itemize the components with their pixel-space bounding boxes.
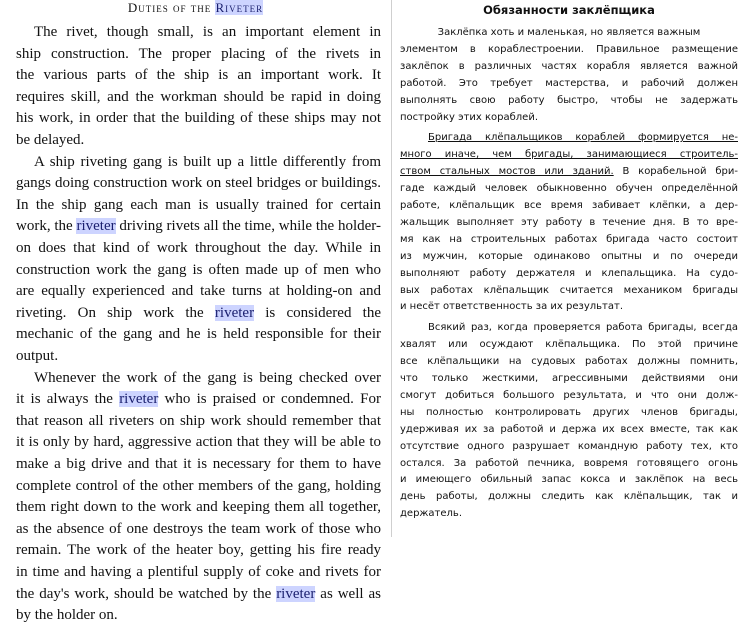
english-line-text: as well as — [315, 585, 381, 602]
english-line-text: output. — [16, 348, 59, 364]
russian-line-text: заклёпок в различных частях корабля является важной — [400, 60, 738, 72]
russian-line — [428, 129, 738, 147]
russian-line-text: работой. Это требует мастерства, и рабочий должен — [400, 77, 738, 89]
russian-line-text: мя как на строительных работах бригада часто состоит — [400, 233, 738, 245]
russian-line — [400, 146, 738, 164]
english-line-text: Whenever the work of the gang is being checked over — [34, 369, 381, 386]
russian-page — [391, 0, 745, 537]
russian-line-text: В корабельной бри- — [613, 166, 738, 178]
russian-line — [400, 231, 738, 249]
english-line — [16, 454, 381, 475]
english-line-text: on does that kind of work throughout the day. While in — [16, 240, 381, 256]
english-line-text: gangs doing construction work on steel bridges or buildings. — [16, 175, 381, 192]
russian-line-text: остался. За работой печника, вовремя готовящего огонь — [400, 457, 738, 469]
russian-line-text: постройку этих кораблей. — [400, 111, 539, 123]
russian-line-text: удерживая их за работой и держа их всех вместе, так как — [400, 423, 738, 435]
riveter-highlight: riveter — [276, 585, 316, 602]
riveter-highlight: riveter — [214, 304, 255, 321]
english-line — [16, 497, 381, 518]
english-line-text: in time and having a plentiful supply of coke and rivets for — [16, 564, 381, 580]
russian-line-text: день работы, должны следить как клёпальщик, так и — [400, 491, 738, 503]
english-title-highlight: Riveter — [215, 0, 264, 15]
english-line-text: be delayed. — [16, 132, 85, 148]
english-line-text: are equally experienced and take turns at holding-on and — [16, 283, 381, 300]
english-line — [16, 87, 381, 108]
english-line — [16, 303, 381, 324]
russian-line — [400, 163, 738, 181]
english-line-text: by the holder on. — [16, 607, 118, 624]
english-line — [16, 108, 381, 129]
english-line-text: is considered the — [254, 304, 381, 321]
russian-line — [400, 180, 738, 198]
english-line — [16, 130, 381, 151]
english-line — [16, 411, 381, 432]
riveter-highlight: riveter — [76, 218, 116, 235]
english-line-text: ship construction. The proper placing of the rivets in — [16, 45, 381, 62]
russian-line-text: элементом в кораблестроении. Правильное размещение — [400, 43, 738, 55]
russian-line — [400, 421, 738, 439]
english-line-text: mechanic of the gang and he is held responsible for their — [16, 326, 381, 343]
russian-line-text: и имеющего обильный запас кокса и заклёпок на весь — [400, 474, 738, 486]
russian-line — [400, 197, 738, 215]
english-line-text: remain. The work of the heater boy, getting his fire ready — [16, 542, 381, 559]
russian-line-text: Бригада клёпальщиков кораблей формируется не- — [428, 132, 738, 144]
russian-line-text: и несёт ответственность за их результат. — [400, 301, 623, 313]
english-line — [16, 195, 381, 216]
russian-line-text: ством стальных мостов или зданий. — [400, 166, 614, 178]
russian-line — [400, 387, 738, 405]
russian-line — [400, 455, 738, 473]
russian-line-text: выполнять свою работу быстро, чтобы не задержать — [400, 94, 738, 106]
english-title-prefix: Duties of the — [127, 0, 212, 15]
russian-line — [400, 370, 738, 388]
russian-line — [400, 298, 738, 316]
russian-line — [400, 471, 738, 489]
russian-line — [428, 319, 738, 337]
russian-title: Обязанности заклёпщика — [483, 3, 655, 17]
english-line-text: the day's work, should be watched by the — [16, 585, 277, 602]
russian-line — [400, 214, 738, 232]
russian-line — [400, 438, 738, 456]
english-line-text: make a big drive and that it is necessary for them to have — [16, 456, 381, 472]
english-line — [16, 281, 381, 302]
russian-line-text: работе, клёпальщик все время забивает клёпки, а дер- — [400, 200, 738, 211]
english-line — [16, 389, 381, 410]
russian-line-text: Заклёпка хоть и маленькая, но является важным — [437, 27, 701, 38]
russian-line-text: много иначе, чем бригады, занимающиеся строитель- — [400, 149, 738, 161]
russian-line-text: что только жесткими, агрессивными действиями они — [400, 373, 738, 384]
english-line-text: The rivet, though small, is an important element in — [34, 24, 381, 40]
english-line — [16, 432, 381, 453]
english-line-text: who is praised or condemned. For — [158, 391, 381, 408]
english-line — [34, 22, 381, 43]
english-line — [16, 476, 381, 497]
russian-line-text: Всякий раз, когда проверяется работа бригады, всегда — [428, 322, 738, 334]
russian-line — [400, 505, 738, 523]
english-line — [16, 540, 381, 561]
english-line — [16, 519, 381, 540]
russian-line — [400, 282, 738, 300]
english-line — [16, 65, 381, 86]
russian-line-text: хвалят или осуждают клёпальщика. По этой причине — [400, 339, 738, 351]
english-line-text: work, the — [16, 218, 77, 235]
english-line-text: complete control of the other members of the gang, holding — [16, 477, 381, 494]
russian-line-text: все клёпальщики на судовых работах должны помнить, — [400, 356, 738, 368]
russian-line — [400, 109, 738, 127]
english-line-text: the various parts of the ship is an important work. It — [16, 67, 381, 84]
english-line — [16, 605, 381, 626]
english-line — [16, 216, 381, 237]
russian-line-text: из мужчин, которые одинаково опытны и по очереди — [400, 250, 738, 262]
english-line-text: riveting. On ship work the — [16, 304, 215, 321]
russian-line — [400, 353, 738, 371]
russian-line — [400, 24, 738, 42]
english-line — [16, 346, 381, 367]
english-line — [16, 238, 381, 259]
russian-line — [400, 75, 738, 93]
english-line-text: A ship riveting gang is built up a little differently from — [34, 153, 381, 170]
russian-line-text: жальщик выполняет эту работу в течение дня. В то вре- — [400, 216, 738, 228]
russian-line-text: отсутствие одного разрушает командную работу тех, кто — [400, 440, 738, 452]
english-line-text: In the ship gang each man is usually trained for certain — [16, 196, 381, 213]
english-line-text: his work, in order that the building of these ships may not — [16, 110, 381, 127]
russian-line — [400, 41, 738, 59]
russian-line — [400, 336, 738, 354]
russian-line — [400, 265, 738, 283]
russian-line — [400, 248, 738, 266]
english-line — [16, 173, 381, 194]
english-line — [16, 324, 381, 345]
english-line-text: driving rivets all the time, while the holder- — [115, 218, 381, 235]
russian-line — [400, 92, 738, 110]
english-line-text: it is only by hard, aggressive action that they will be able to — [16, 434, 381, 451]
english-line-text: that reason all riveters on ship work should remember that — [16, 412, 381, 429]
russian-line-text: смогут добиться большого результата, и что они долж- — [400, 389, 738, 401]
russian-line-text: вых работах клёпальщик считается механиком бригады — [400, 284, 738, 296]
english-line — [16, 260, 381, 281]
english-line-text: them right down to the work and keeping them all together, — [16, 499, 381, 516]
russian-line-text: ны полностью контролировать других членов бригады, — [400, 406, 738, 418]
english-line-text: construction work the gang is often made up of men who — [16, 261, 381, 278]
english-line — [34, 152, 381, 173]
russian-line-text: держатель. — [400, 508, 462, 520]
english-line-text: requires skill, and the workman should be rapid in doing — [16, 88, 381, 105]
english-line-text: it is always the — [16, 391, 120, 408]
english-line — [16, 584, 381, 605]
english-line — [34, 368, 381, 389]
russian-line-text: гаде каждый человек обыкновенно обучен определённой — [400, 183, 738, 195]
english-line-text: as the absence of one destroys the team work of those who — [16, 520, 381, 537]
russian-line — [400, 58, 738, 76]
russian-line-text: выполняют работу держателя и клепальщика. На судо- — [400, 267, 738, 279]
english-line — [16, 562, 381, 583]
russian-line — [400, 404, 738, 422]
russian-line — [400, 488, 738, 506]
english-line — [16, 44, 381, 65]
english-title — [0, 0, 391, 16]
riveter-highlight: riveter — [119, 391, 159, 408]
